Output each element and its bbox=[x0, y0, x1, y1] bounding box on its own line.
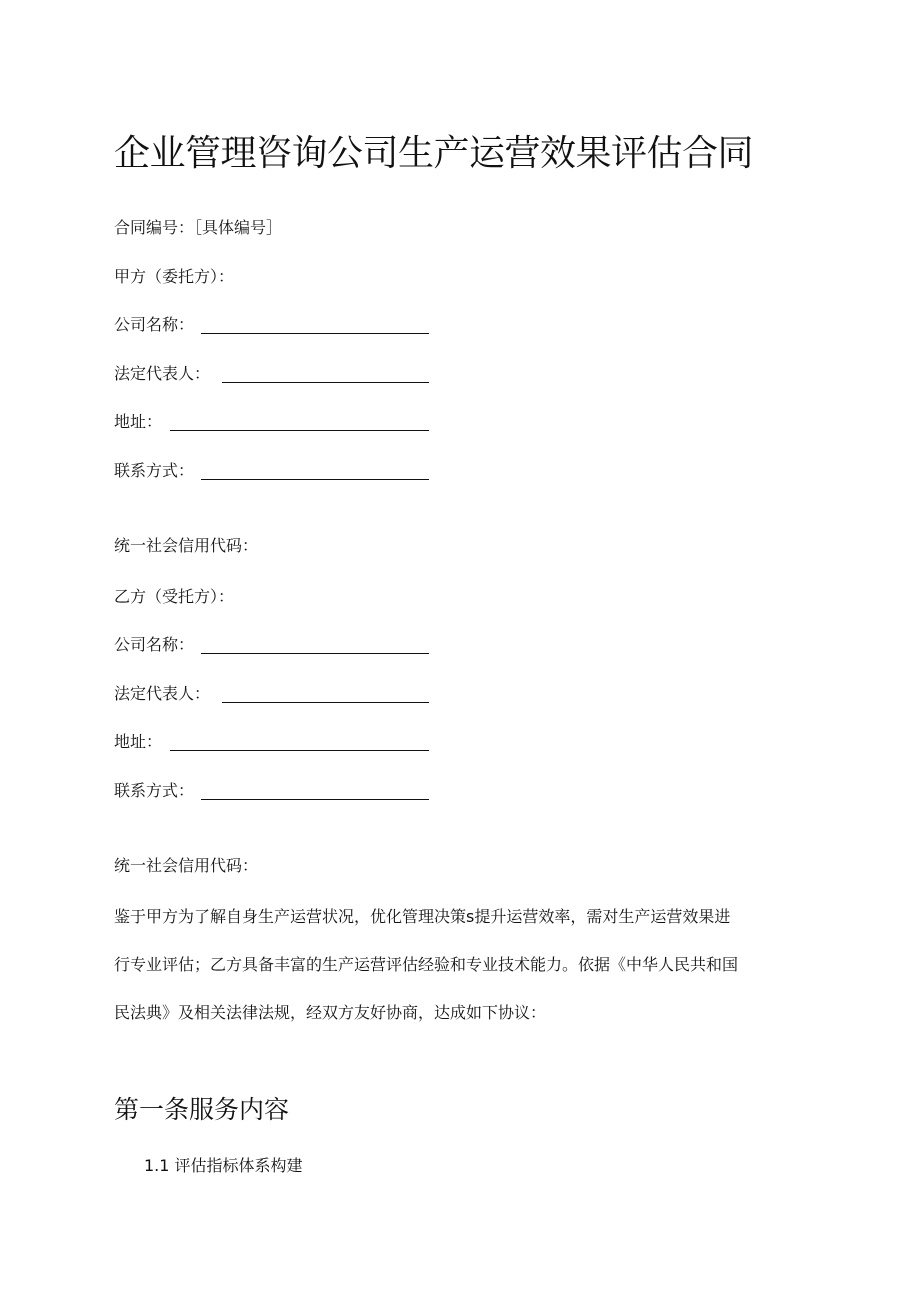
party-b-contact-field bbox=[114, 780, 429, 802]
party-a-contact-field bbox=[114, 460, 429, 482]
party-a-address-field bbox=[114, 411, 429, 433]
preamble-line-3: 民法典》及相关法律法规，经双方友好协商，达成如下协议： bbox=[114, 1003, 547, 1022]
document-title: 企业管理咨询公司生产运营效果评估合同 bbox=[114, 133, 754, 174]
party-a-address-blank bbox=[170, 430, 429, 431]
preamble-line-2: 行专业评估；乙方具备丰富的生产运营评估经验和专业技术能力。依据《中华人民共和国 bbox=[114, 955, 739, 974]
party-b-rep-blank bbox=[222, 702, 429, 703]
party-a-rep-blank bbox=[222, 382, 429, 383]
party-a-company-blank bbox=[201, 333, 429, 334]
party-b-credit-code: 统一社会信用代码： bbox=[114, 856, 259, 875]
preamble-line-1: 鉴于甲方为了解自身生产运营状况，优化管理决策s提升运营效率，需对生产运营效果进 bbox=[114, 907, 731, 926]
party-a-company-label: 公司名称： bbox=[114, 315, 195, 334]
party-a-credit-code: 统一社会信用代码： bbox=[114, 536, 259, 555]
party-a-company-field bbox=[114, 314, 429, 336]
party-b-company-label: 公司名称： bbox=[114, 635, 195, 654]
party-b-company-blank bbox=[201, 653, 429, 654]
party-b-contact-label: 联系方式： bbox=[114, 781, 195, 800]
contract-number: 合同编号：［具体编号］ bbox=[114, 218, 283, 237]
party-a-rep-field bbox=[114, 363, 429, 385]
party-b-address-field bbox=[114, 731, 429, 753]
party-a-contact-label: 联系方式： bbox=[114, 461, 195, 480]
party-a-rep-label: 法定代表人： bbox=[114, 364, 211, 383]
party-b-rep-label: 法定代表人： bbox=[114, 684, 211, 703]
party-b-heading: 乙方（受托方）： bbox=[114, 587, 235, 606]
party-b-contact-blank bbox=[201, 799, 429, 800]
party-b-address-blank bbox=[170, 750, 429, 751]
party-b-rep-field bbox=[114, 683, 429, 705]
preamble-paragraph bbox=[114, 906, 794, 1050]
party-a-address-label: 地址： bbox=[114, 412, 163, 431]
article-1-item-1-1: 1.1 评估指标体系构建 bbox=[144, 1156, 303, 1175]
party-a-contact-blank bbox=[201, 479, 429, 480]
party-b-address-label: 地址： bbox=[114, 732, 163, 751]
party-a-heading: 甲方（委托方）： bbox=[114, 267, 235, 286]
article-1-heading: 第一条服务内容 bbox=[114, 1095, 290, 1124]
party-b-company-field bbox=[114, 634, 429, 656]
